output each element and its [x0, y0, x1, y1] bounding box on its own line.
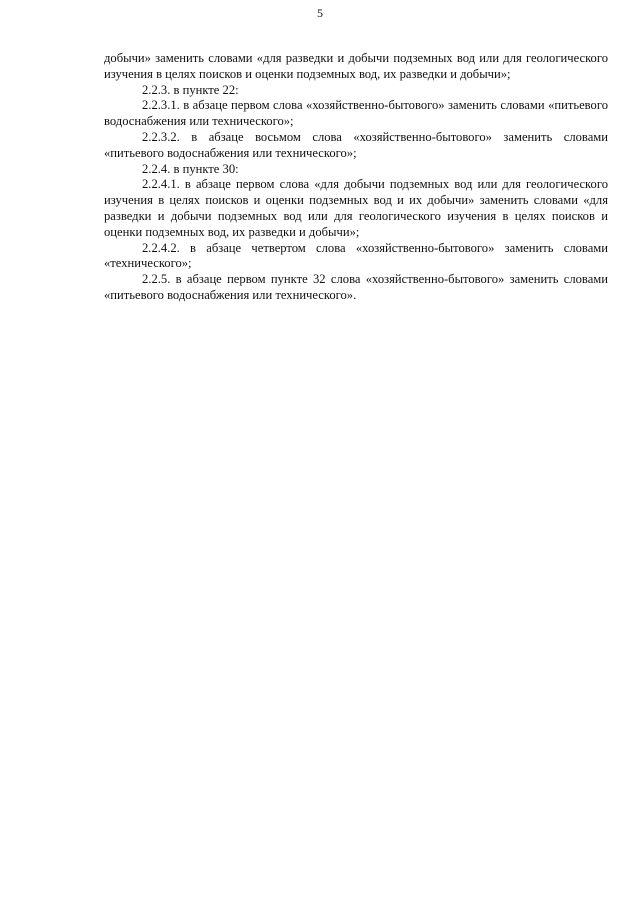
- paragraph-2-2-5: 2.2.5. в абзаце первом пункте 32 слова «хозяйственно-бытового» заменить словами «питьевого водоснабжения или технического».: [104, 272, 608, 302]
- document-body: [104, 51, 608, 304]
- paragraph-continuation: добычи» заменить словами «для разведки и добычи подземных вод или для геологического изучения в целях поисков и оценки подземных вод, их разведки и добычи»;: [104, 51, 608, 81]
- paragraph-2-2-4: 2.2.4. в пункте 30:: [142, 161, 239, 176]
- paragraph-2-2-4-1: 2.2.4.1. в абзаце первом слова «для добычи подземных вод или для геологического изучения в целях поисков и оценки подземных вод и их добычи» заменить словами «для разведки и добычи подземных вод или для геологического изучения в целях поисков и оценки подземных вод, их разведки и добычи»;: [104, 177, 608, 239]
- paragraph-2-2-3-2: 2.2.3.2. в абзаце восьмом слова «хозяйственно-бытового» заменить словами «питьевого водоснабжения или технического»;: [104, 129, 608, 160]
- page-number: 5: [317, 6, 323, 20]
- paragraph-2-2-3: 2.2.3. в пункте 22:: [142, 82, 239, 97]
- paragraph-2-2-3-1: 2.2.3.1. в абзаце первом слова «хозяйственно-бытового» заменить словами «питьевого водоснабжения или технического»;: [104, 98, 608, 129]
- paragraph-2-2-4-2: 2.2.4.2. в абзаце четвертом слова «хозяйственно-бытового» заменить словами «технического»;: [104, 240, 608, 271]
